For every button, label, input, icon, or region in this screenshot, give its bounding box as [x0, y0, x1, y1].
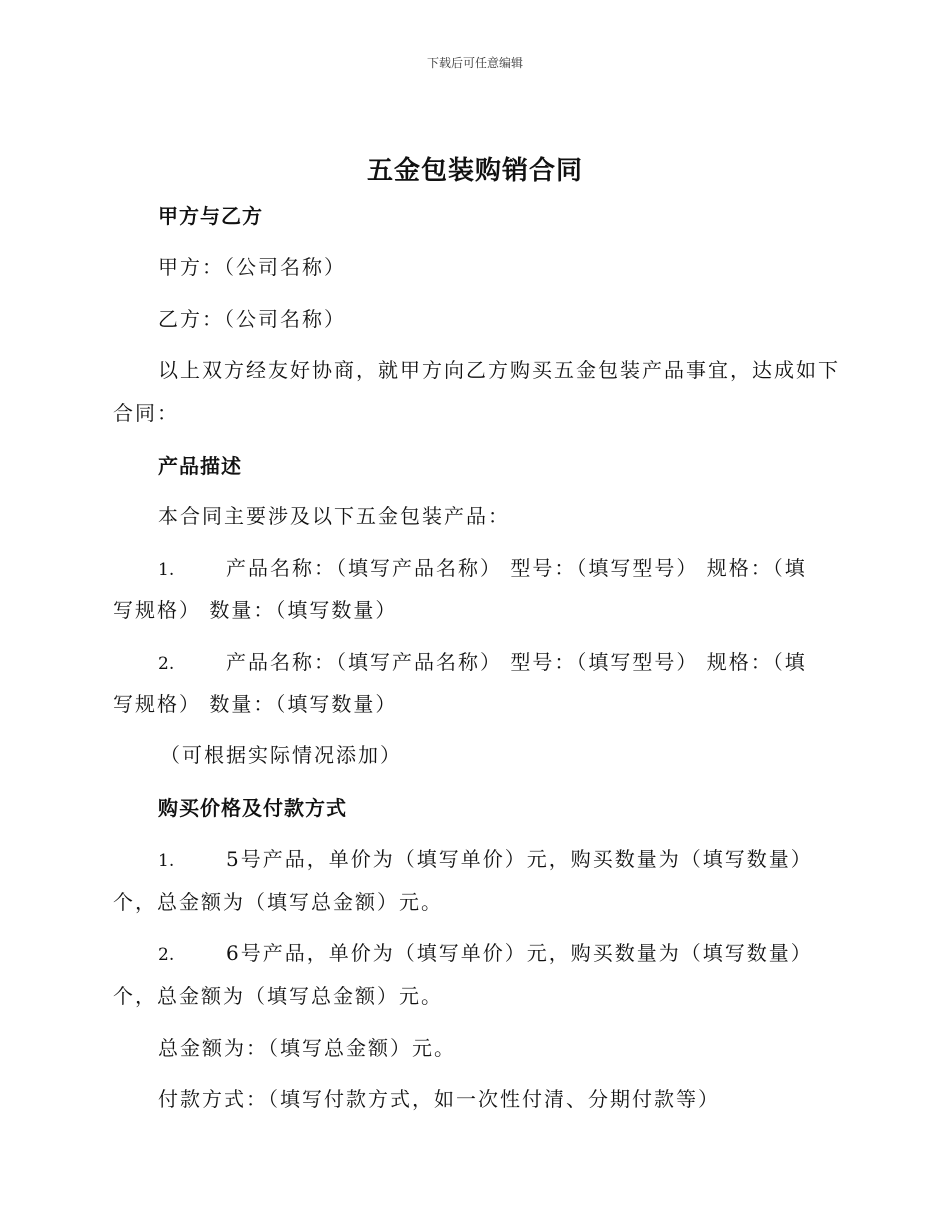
section-heading-pricing: 购买价格及付款方式	[158, 796, 347, 820]
party-a-line: 甲方：（公司名称）	[158, 255, 346, 279]
document-title: 五金包装购销合同	[366, 156, 583, 186]
product-item-2-line-1	[158, 646, 807, 675]
products-note: （可根据实际情况添加）	[160, 743, 402, 767]
section-heading-parties: 甲方与乙方	[158, 204, 263, 228]
product-item-1-line-1	[158, 552, 807, 581]
pricing-item-2-line-1	[158, 937, 813, 966]
list-number: 1.	[158, 851, 175, 871]
intro-paragraph-line-1: 以上双方经友好协商，就甲方向乙方购买五金包装产品事宜，达成如下	[158, 358, 840, 382]
list-number: 2.	[158, 945, 175, 965]
intro-paragraph-line-2: 合同：	[113, 401, 179, 425]
section-heading-products: 产品描述	[158, 454, 242, 478]
product-item-text: 产品名称：（填写产品名称） 型号：（填写型号） 规格：（填	[226, 650, 807, 674]
payment-method-line: 付款方式：（填写付款方式，如一次性付清、分期付款等）	[158, 1087, 720, 1111]
pricing-item-1-line-1	[158, 843, 813, 872]
list-number: 2.	[158, 654, 175, 674]
pricing-item-2-line-2: 个，总金额为（填写总金额）元。	[113, 984, 443, 1008]
pricing-item-text: 5号产品，单价为（填写单价）元，购买数量为（填写数量）	[226, 847, 813, 871]
pricing-item-text: 6号产品，单价为（填写单价）元，购买数量为（填写数量）	[226, 941, 813, 965]
product-item-2-line-2: 写规格） 数量：（填写数量）	[113, 692, 398, 716]
list-number: 1.	[158, 560, 175, 580]
product-item-text: 产品名称：（填写产品名称） 型号：（填写型号） 规格：（填	[226, 556, 807, 580]
products-intro: 本合同主要涉及以下五金包装产品：	[158, 504, 510, 528]
pricing-item-1-line-2: 个，总金额为（填写总金额）元。	[113, 890, 443, 914]
party-b-line: 乙方：（公司名称）	[158, 307, 346, 331]
header-note: 下载后可任意编辑	[426, 56, 523, 70]
total-amount-line: 总金额为：（填写总金额）元。	[158, 1036, 456, 1060]
product-item-1-line-2: 写规格） 数量：（填写数量）	[113, 598, 398, 622]
